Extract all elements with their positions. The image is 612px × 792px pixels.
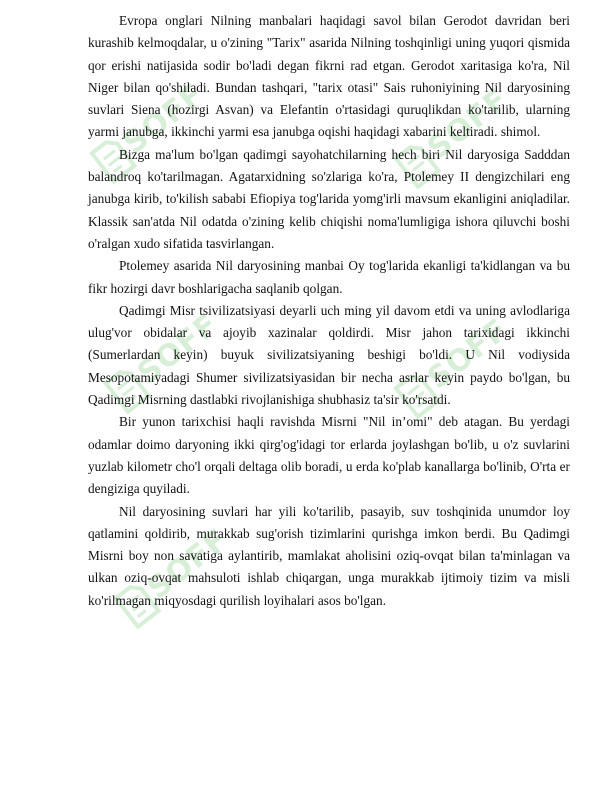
paragraph-6: Nil daryosining suvlari har yili ko'tarilib, pasayib, suv toshqinida unumdor loy qatlamini qoldirib, murakkab sug'orish tizimlarini qurishga imkon berdi. Bu Qadimgi Misrni boy non savatiga aylantirib, mamlakat aholisini oziq-ovqat bilan ta'minlagan va ulkan oziq-ovqat mahsuloti ishlab chiqargan, unga murakkab ijtimoiy tizim va misli ko'rilmagan miqyosdagi qurilish loyihalari asos bo'lgan.: [88, 503, 570, 608]
document-body: [88, 10, 570, 612]
paragraph-4: Qadimgi Misr tsivilizatsiyasi deyarli uch ming yil davom etdi va uning avlodlariga ulug'vor obidalar va ajoyib xazinalar qoldirdi. Misr jahon tarixidagi ikkinchi (Sumerlardan keyin) buyuk sivilizatsiyaning beshigi bo'ldi. U Nil vodiysida Mesopotamiyadagi Shumer sivilizatsiyasidan bir necha asrlar keyin paydo bo'lgan, bu Qadimgi Misrning dastlabki rivojlanishiga shubhasiz ta'sir ko'rsatdi.: [88, 302, 570, 408]
watermark-text: SOFF: [117, 76, 212, 162]
watermark-text: SOFF: [421, 81, 516, 167]
watermark-text: SOFF: [141, 521, 236, 607]
paragraph-2: Bizga ma'lum bo'lgan qadimgi sayohatchilarning hech biri Nil daryosiga Sadddan balandroq ko'tarilmagan. Agatarxidning so'zlariga ko'ra, Ptolemey II dengizchilari eng janubga kirib, to'kilish sababi Efiopiya tog'larida yomg'irli mavsum ekanligini aniqladilar. Klassik san'atda Nil odatda o'zining kelib chiqishi noma'lumligiga ishora qiluvchi boshi o'ralgan xudo sifatida tasvirlangan.: [88, 146, 570, 251]
watermark-text: SOFF: [421, 311, 516, 397]
paragraph-1: Evropa onglari Nilning manbalari haqidagi savol bilan Gerodot davridan beri kurashib kelmoqdalar, u o'zining "Tarix" asarida Nilning toshqinligi uning yuqori qismida qor erishi natijasida sodir bo'ladi degan fikrni rad etgan. Gerodot xaritasiga ko'ra, Nil Niger bilan qo'shiladi. Bundan tashqari, "tarix otasi" Sais ruhoniyining Nil daryosining suvlari Siena (hozirgi Asvan) va Elefantin o'rtasidagi quruqlikdan ko'tarilib, ularning yarmi janubga, ikkinchi yarmi esa janubga oqishi haqidagi xabarini keltiradi. shimol.: [88, 13, 570, 140]
paragraph-5: Bir yunon tarixchisi haqli ravishda Misrni "Nil in’omi" deb atagan. Bu yerdagi odamlar doimo daryoning ikki qirg'og'idagi tor erlarda joylashgan bo'lib, u o'z suvlarini yuzlab kilometr cho'l orqali deltaga olib boradi, u erda ko'plab kanallarga bo'linib, O'rta er dengiziga quyiladi.: [88, 414, 570, 497]
paragraph-3: Ptolemey asarida Nil daryosining manbai Oy tog'larida ekanligi ta'kidlangan va bu fikr hozirgi davr boshlarigacha saqlanib qolgan.: [88, 258, 570, 296]
watermark-text: SOFF: [131, 306, 226, 392]
